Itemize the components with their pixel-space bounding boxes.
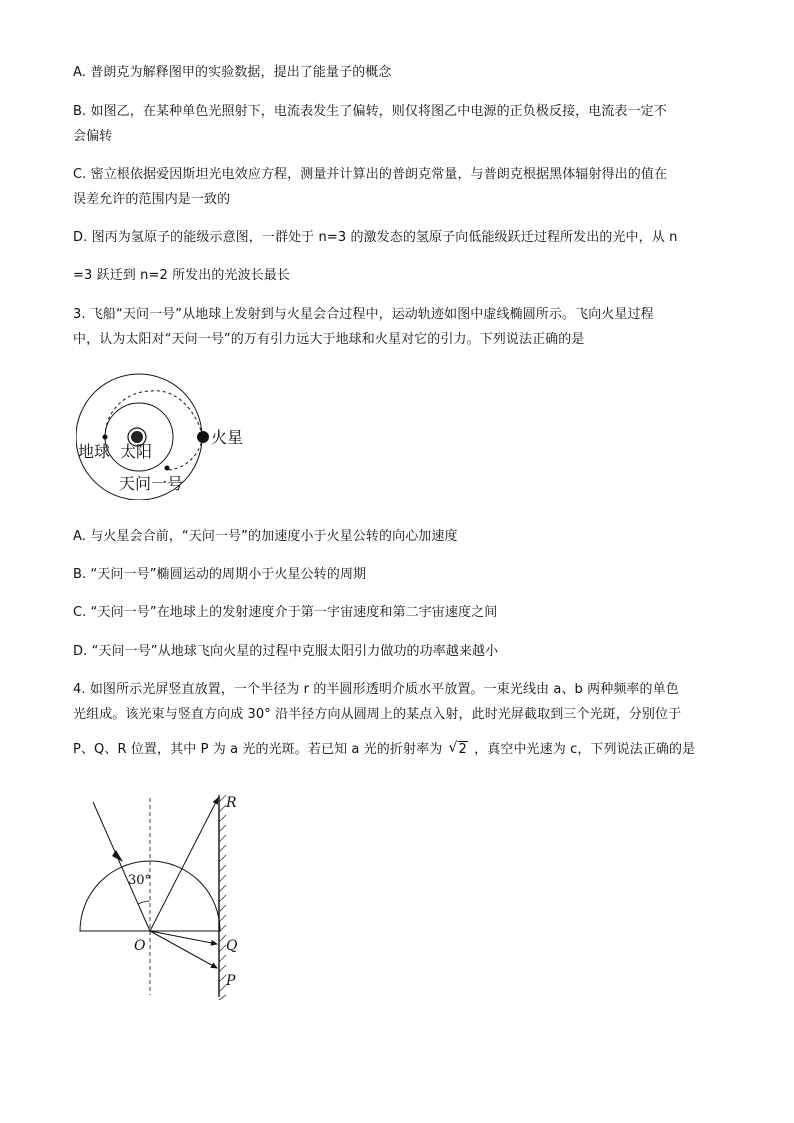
label-p: P xyxy=(226,973,236,989)
option-3a: A. 与火星会合前，“天问一号”的加速度小于火星公转的向心加速度 xyxy=(73,529,458,544)
probe-label: 天问一号 xyxy=(119,474,184,493)
option-3d: D. “天问一号”从地球飞向火星的过程中克服太阳引力做功的功率越来越小 xyxy=(73,644,499,659)
angle-label: 30° xyxy=(128,873,152,888)
question-4-line2: 光组成。该光束与竖直方向成 30° 沿半径方向从圆周上的某点入射，此时光屏截取到三个光斑，分别位于 xyxy=(73,707,682,722)
option-2a: A. 普朗克为解释图甲的实验数据，提出了能量子的概念 xyxy=(73,65,392,80)
option-3c: C. “天问一号”在地球上的发射速度介于第一宇宙速度和第二宇宙速度之间 xyxy=(73,605,498,620)
earth-marker-icon xyxy=(103,435,108,440)
question-4-line1: 4. 如图所示光屏竖直放置，一个半径为 r 的半圆形透明介质水平放置。一束光线由 a、b 两种频率的单色 xyxy=(73,682,679,697)
label-q: Q xyxy=(226,938,238,954)
label-r: R xyxy=(226,795,237,811)
incident-ray xyxy=(93,802,150,931)
sqrt-two: √ 2 xyxy=(448,740,467,757)
mars-marker-icon xyxy=(197,431,209,443)
probe-marker-icon xyxy=(165,466,170,471)
option-2b-line2: 会偏转 xyxy=(73,129,113,144)
reflected-ray xyxy=(150,798,218,931)
earth-label: 地球 xyxy=(78,442,111,461)
option-2b-line1: B. 如图乙，在某种单色光照射下，电流表发生了偏转，则仅将图乙中电源的正负极反接，电流表一定不 xyxy=(73,104,667,119)
option-2c-line1: C. 密立根依据爱因斯坦光电效应方程，测量并计算出的普朗克常量，与普朗克根据黑体辐射得出的值在 xyxy=(73,167,668,182)
orbit-figure xyxy=(76,370,256,500)
option-2d-line2: =3 跃迁到 n=2 所发出的光波长最长 xyxy=(73,268,290,283)
option-3b: B. “天问一号”椭圆运动的周期小于火星公转的周期 xyxy=(73,567,367,582)
refracted-ray-b xyxy=(150,931,217,944)
refraction-figure xyxy=(76,790,256,1005)
question-3-line1: 3. 飞船“天问一号”从地球上发射到与火星会合过程中，运动轨迹如图中虚线椭圆所示。飞向火星过程 xyxy=(73,307,654,322)
refracted-ray-a xyxy=(150,931,217,968)
sun-label: 太阳 xyxy=(120,442,153,461)
option-2c-line2: 误差允许的范围内是一致的 xyxy=(73,192,231,207)
question-4-line3: P、Q、R 位置，其中 P 为 a 光的光斑。若已知 a 光的折射率为 √ 2 ，真空中光速为 c，下列说法正确的是 xyxy=(73,740,696,757)
label-o: O xyxy=(134,938,146,954)
mars-label: 火星 xyxy=(211,428,244,447)
option-2d-line1: D. 图丙为氢原子的能级示意图，一群处于 n=3 的激发态的氢原子向低能级跃迁过程所发出的光中，从 n xyxy=(73,230,678,245)
question-3-line2: 中，认为太阳对“天问一号”的万有引力远大于地球和火星对它的引力。下列说法正确的是 xyxy=(73,332,585,347)
